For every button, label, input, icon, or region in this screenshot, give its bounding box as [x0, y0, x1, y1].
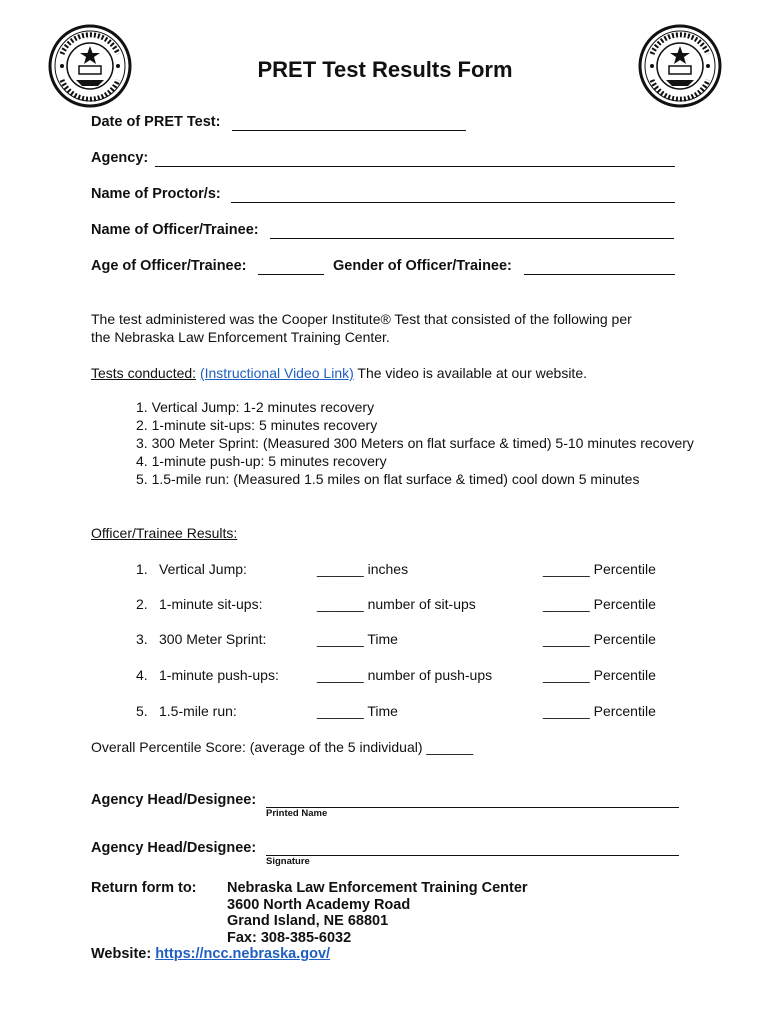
test-item-5: 5. 1.5-mile run: (Measured 1.5 miles on flat surface & timed) cool down 5 minutes [136, 471, 640, 487]
intro-line-2: the Nebraska Law Enforcement Training Center. [91, 329, 390, 345]
intro-paragraph [91, 310, 691, 346]
website-label: Website: [91, 946, 156, 962]
printed-name-caption: Printed Name [266, 808, 328, 819]
date-field[interactable] [232, 130, 466, 131]
result-measure[interactable]: ______ inches [317, 561, 409, 577]
proctor-label: Name of Proctor/s: [91, 186, 221, 202]
tests-note: The video is available at our website. [353, 365, 587, 381]
result-name: 1.5-mile run: [159, 703, 237, 719]
result-num: 1. [136, 561, 148, 577]
result-num: 5. [136, 703, 148, 719]
tests-conducted-line [91, 364, 691, 382]
result-percentile[interactable]: ______ Percentile [543, 667, 656, 683]
instructional-video-link[interactable]: (Instructional Video Link) [199, 365, 354, 381]
fax-line: Fax: 308-385-6032 [227, 930, 352, 946]
result-percentile[interactable]: ______ Percentile [543, 703, 656, 719]
form-title: PRET Test Results Form [257, 57, 513, 82]
agency-head-printed-label: Agency Head/Designee: [91, 792, 257, 808]
result-measure[interactable]: ______ number of sit-ups [317, 596, 476, 612]
result-num: 4. [136, 667, 148, 683]
test-item-3: 3. 300 Meter Sprint: (Measured 300 Meters on flat surface & timed) 5-10 minutes recovery [136, 435, 694, 451]
test-item-2: 2. 1-minute sit-ups: 5 minutes recovery [136, 417, 378, 433]
date-label: Date of PRET Test: [91, 114, 221, 130]
result-measure[interactable]: ______ Time [317, 631, 398, 647]
agency-head-signature-label: Agency Head/Designee: [91, 840, 257, 856]
result-num: 2. [136, 596, 148, 612]
tests-heading: Tests conducted: [91, 365, 197, 381]
agency-field[interactable] [155, 166, 675, 167]
result-name: Vertical Jump: [159, 561, 247, 577]
agency-label: Agency: [91, 150, 149, 166]
return-label: Return form to: [91, 880, 197, 896]
website-link[interactable]: https://ncc.nebraska.gov/ [155, 946, 331, 962]
signature-caption: Signature [266, 856, 310, 867]
overall-percentile-line[interactable]: Overall Percentile Score: (average of the 5 individual) ______ [91, 739, 474, 755]
intro-line-1: The test administered was the Cooper Institute® Test that consisted of the following per [91, 311, 632, 327]
result-num: 3. [136, 631, 148, 647]
officer-name-label: Name of Officer/Trainee: [91, 222, 259, 238]
test-item-4: 4. 1-minute push-up: 5 minutes recovery [136, 453, 387, 469]
gender-field[interactable] [524, 274, 675, 275]
results-heading: Officer/Trainee Results: [91, 525, 238, 541]
age-label: Age of Officer/Trainee: [91, 258, 247, 274]
test-item-1: 1. Vertical Jump: 1-2 minutes recovery [136, 399, 375, 415]
result-percentile[interactable]: ______ Percentile [543, 596, 656, 612]
result-name: 1-minute push-ups: [159, 667, 279, 683]
address-line-1: Nebraska Law Enforcement Training Center [227, 880, 528, 896]
age-field[interactable] [258, 274, 324, 275]
website-line [91, 946, 330, 962]
officer-name-field[interactable] [270, 238, 674, 239]
address-line-2: 3600 North Academy Road [227, 897, 411, 913]
proctor-field[interactable] [231, 202, 675, 203]
result-percentile[interactable]: ______ Percentile [543, 561, 656, 577]
result-name: 300 Meter Sprint: [159, 631, 267, 647]
result-name: 1-minute sit-ups: [159, 596, 263, 612]
gender-label: Gender of Officer/Trainee: [333, 258, 512, 274]
address-line-3: Grand Island, NE 68801 [227, 913, 389, 929]
result-measure[interactable]: ______ Time [317, 703, 398, 719]
result-measure[interactable]: ______ number of push-ups [317, 667, 493, 683]
agency-head-printed-field[interactable] [266, 807, 679, 808]
agency-head-signature-field[interactable] [266, 855, 679, 856]
result-percentile[interactable]: ______ Percentile [543, 631, 656, 647]
